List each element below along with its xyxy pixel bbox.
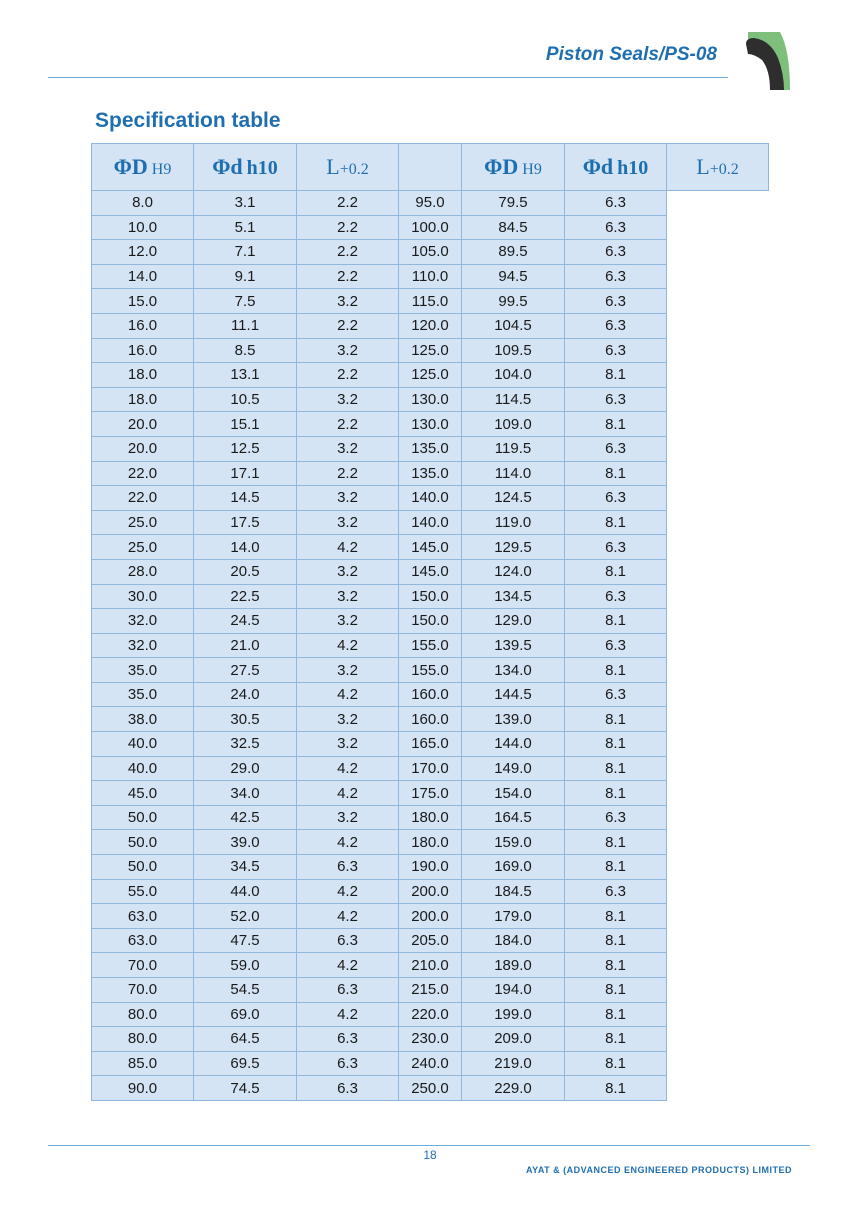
left-cell-inner-diameter: 42.5 — [194, 805, 297, 830]
right-cell-inner-diameter: 194.0 — [462, 978, 565, 1003]
right-cell-length: 8.1 — [565, 412, 667, 437]
left-cell-outer-diameter: 32.0 — [92, 609, 194, 634]
left-cell-inner-diameter: 54.5 — [194, 978, 297, 1003]
right-cell-outer-diameter: 130.0 — [399, 387, 462, 412]
right-cell-outer-diameter: 180.0 — [399, 830, 462, 855]
left-cell-inner-diameter: 34.0 — [194, 781, 297, 806]
table-row — [92, 510, 769, 535]
right-cell-inner-diameter: 199.0 — [462, 1002, 565, 1027]
right-cell-length: 8.1 — [565, 559, 667, 584]
left-cell-inner-diameter: 69.5 — [194, 1051, 297, 1076]
table-row — [92, 756, 769, 781]
right-cell-outer-diameter: 200.0 — [399, 904, 462, 929]
right-cell-length: 8.1 — [565, 756, 667, 781]
left-cell-length: 2.2 — [297, 461, 399, 486]
right-cell-length: 8.1 — [565, 953, 667, 978]
right-cell-inner-diameter: 94.5 — [462, 264, 565, 289]
left-cell-length: 3.2 — [297, 338, 399, 363]
right-cell-length: 6.3 — [565, 215, 667, 240]
table-row — [92, 412, 769, 437]
right-cell-outer-diameter: 220.0 — [399, 1002, 462, 1027]
right-cell-inner-diameter: 184.0 — [462, 928, 565, 953]
right-cell-length: 8.1 — [565, 707, 667, 732]
right-cell-outer-diameter: 135.0 — [399, 436, 462, 461]
seal-profile-icon — [740, 30, 792, 92]
right-cell-inner-diameter: 219.0 — [462, 1051, 565, 1076]
left-cell-length: 2.2 — [297, 264, 399, 289]
left-cell-length: 3.2 — [297, 486, 399, 511]
left-cell-length: 3.2 — [297, 707, 399, 732]
right-cell-length: 6.3 — [565, 633, 667, 658]
left-cell-outer-diameter: 55.0 — [92, 879, 194, 904]
right-cell-outer-diameter: 145.0 — [399, 559, 462, 584]
right-cell-outer-diameter: 135.0 — [399, 461, 462, 486]
right-cell-length: 6.3 — [565, 584, 667, 609]
page-header-title: Piston Seals/PS-08 — [545, 44, 717, 65]
left-cell-inner-diameter: 7.1 — [194, 240, 297, 265]
left-cell-inner-diameter: 29.0 — [194, 756, 297, 781]
table-row — [92, 658, 769, 683]
left-cell-inner-diameter: 24.5 — [194, 609, 297, 634]
left-cell-inner-diameter: 11.1 — [194, 313, 297, 338]
table-row — [92, 1076, 769, 1101]
table-row — [92, 781, 769, 806]
right-cell-length: 8.1 — [565, 1051, 667, 1076]
right-cell-length: 6.3 — [565, 289, 667, 314]
table-row — [92, 461, 769, 486]
table-row — [92, 633, 769, 658]
left-cell-outer-diameter: 25.0 — [92, 510, 194, 535]
table-row — [92, 732, 769, 757]
right-cell-outer-diameter: 95.0 — [399, 191, 462, 216]
table-row — [92, 928, 769, 953]
left-cell-inner-diameter: 69.0 — [194, 1002, 297, 1027]
header-divider — [48, 77, 728, 78]
right-cell-inner-diameter: 139.5 — [462, 633, 565, 658]
right-cell-outer-diameter: 150.0 — [399, 609, 462, 634]
right-cell-inner-diameter: 109.0 — [462, 412, 565, 437]
table-row — [92, 240, 769, 265]
right-cell-length: 8.1 — [565, 732, 667, 757]
left-cell-outer-diameter: 18.0 — [92, 387, 194, 412]
footer-divider — [48, 1145, 810, 1146]
right-cell-length: 8.1 — [565, 904, 667, 929]
left-cell-outer-diameter: 40.0 — [92, 756, 194, 781]
left-cell-inner-diameter: 8.5 — [194, 338, 297, 363]
right-cell-outer-diameter: 110.0 — [399, 264, 462, 289]
left-cell-inner-diameter: 27.5 — [194, 658, 297, 683]
right-cell-length: 6.3 — [565, 313, 667, 338]
right-cell-outer-diameter: 100.0 — [399, 215, 462, 240]
right-cell-outer-diameter: 215.0 — [399, 978, 462, 1003]
left-cell-length: 3.2 — [297, 289, 399, 314]
left-cell-outer-diameter: 85.0 — [92, 1051, 194, 1076]
left-cell-outer-diameter: 50.0 — [92, 805, 194, 830]
right-cell-length: 8.1 — [565, 830, 667, 855]
right-cell-length: 6.3 — [565, 240, 667, 265]
left-cell-length: 6.3 — [297, 1051, 399, 1076]
left-cell-length: 3.2 — [297, 436, 399, 461]
table-row — [92, 1051, 769, 1076]
table-row — [92, 363, 769, 388]
left-cell-outer-diameter: 80.0 — [92, 1027, 194, 1052]
left-cell-inner-diameter: 21.0 — [194, 633, 297, 658]
left-cell-outer-diameter: 63.0 — [92, 928, 194, 953]
left-cell-inner-diameter: 5.1 — [194, 215, 297, 240]
section-title: Specification table — [95, 109, 281, 132]
right-cell-length: 6.3 — [565, 264, 667, 289]
left-cell-inner-diameter: 20.5 — [194, 559, 297, 584]
table-row — [92, 682, 769, 707]
left-cell-length: 4.2 — [297, 756, 399, 781]
left-cell-outer-diameter: 22.0 — [92, 486, 194, 511]
right-cell-outer-diameter: 140.0 — [399, 510, 462, 535]
left-cell-outer-diameter: 16.0 — [92, 338, 194, 363]
left-cell-inner-diameter: 17.5 — [194, 510, 297, 535]
table-row — [92, 953, 769, 978]
right-cell-inner-diameter: 99.5 — [462, 289, 565, 314]
right-cell-outer-diameter: 155.0 — [399, 658, 462, 683]
table-row — [92, 191, 769, 216]
left-cell-length: 3.2 — [297, 658, 399, 683]
left-cell-outer-diameter: 38.0 — [92, 707, 194, 732]
right-cell-inner-diameter: 144.0 — [462, 732, 565, 757]
left-cell-outer-diameter: 28.0 — [92, 559, 194, 584]
left-cell-outer-diameter: 14.0 — [92, 264, 194, 289]
right-cell-outer-diameter: 155.0 — [399, 633, 462, 658]
left-cell-outer-diameter: 80.0 — [92, 1002, 194, 1027]
left-cell-length: 4.2 — [297, 781, 399, 806]
right-cell-inner-diameter: 154.0 — [462, 781, 565, 806]
left-cell-length: 4.2 — [297, 904, 399, 929]
table-header-row — [92, 144, 769, 191]
left-cell-length: 4.2 — [297, 535, 399, 560]
right-cell-outer-diameter: 150.0 — [399, 584, 462, 609]
right-cell-length: 8.1 — [565, 461, 667, 486]
right-cell-length: 6.3 — [565, 338, 667, 363]
left-cell-length: 2.2 — [297, 215, 399, 240]
left-cell-inner-diameter: 7.5 — [194, 289, 297, 314]
left-cell-length: 4.2 — [297, 633, 399, 658]
left-cell-outer-diameter: 35.0 — [92, 658, 194, 683]
left-cell-inner-diameter: 3.1 — [194, 191, 297, 216]
left-cell-length: 2.2 — [297, 191, 399, 216]
table-row — [92, 904, 769, 929]
left-cell-length: 3.2 — [297, 732, 399, 757]
right-cell-length: 8.1 — [565, 363, 667, 388]
left-cell-length: 3.2 — [297, 559, 399, 584]
right-cell-length: 6.3 — [565, 191, 667, 216]
table-row — [92, 559, 769, 584]
right-cell-inner-diameter: 89.5 — [462, 240, 565, 265]
right-cell-inner-diameter: 134.0 — [462, 658, 565, 683]
left-cell-length: 4.2 — [297, 953, 399, 978]
right-cell-length: 6.3 — [565, 535, 667, 560]
right-cell-length: 6.3 — [565, 387, 667, 412]
left-cell-inner-diameter: 59.0 — [194, 953, 297, 978]
header-cell-inner-diameter: Φd h10 — [565, 144, 667, 191]
left-cell-outer-diameter: 22.0 — [92, 461, 194, 486]
left-cell-length: 6.3 — [297, 855, 399, 880]
left-cell-outer-diameter: 35.0 — [92, 682, 194, 707]
left-cell-length: 3.2 — [297, 510, 399, 535]
right-cell-inner-diameter: 114.0 — [462, 461, 565, 486]
header-cell-outer-diameter: ΦD H9 — [462, 144, 565, 191]
table-row — [92, 264, 769, 289]
left-cell-inner-diameter: 52.0 — [194, 904, 297, 929]
right-cell-inner-diameter: 109.5 — [462, 338, 565, 363]
left-cell-length: 4.2 — [297, 1002, 399, 1027]
left-cell-length: 2.2 — [297, 240, 399, 265]
right-cell-inner-diameter: 129.0 — [462, 609, 565, 634]
header-cell-length: L+0.2 — [667, 144, 769, 191]
left-cell-length: 4.2 — [297, 830, 399, 855]
left-cell-outer-diameter: 16.0 — [92, 313, 194, 338]
left-cell-length: 2.2 — [297, 313, 399, 338]
table-row — [92, 289, 769, 314]
right-cell-inner-diameter: 134.5 — [462, 584, 565, 609]
left-cell-outer-diameter: 25.0 — [92, 535, 194, 560]
left-cell-length: 6.3 — [297, 928, 399, 953]
left-cell-outer-diameter: 10.0 — [92, 215, 194, 240]
table-row — [92, 707, 769, 732]
left-cell-length: 2.2 — [297, 363, 399, 388]
left-cell-inner-diameter: 32.5 — [194, 732, 297, 757]
right-cell-inner-diameter: 159.0 — [462, 830, 565, 855]
right-cell-inner-diameter: 104.0 — [462, 363, 565, 388]
right-cell-inner-diameter: 79.5 — [462, 191, 565, 216]
left-cell-inner-diameter: 47.5 — [194, 928, 297, 953]
right-cell-inner-diameter: 114.5 — [462, 387, 565, 412]
table-row — [92, 338, 769, 363]
right-cell-length: 8.1 — [565, 510, 667, 535]
left-cell-length: 6.3 — [297, 1027, 399, 1052]
left-cell-outer-diameter: 70.0 — [92, 953, 194, 978]
table-row — [92, 387, 769, 412]
right-cell-length: 8.1 — [565, 658, 667, 683]
right-cell-length: 6.3 — [565, 682, 667, 707]
right-cell-outer-diameter: 115.0 — [399, 289, 462, 314]
left-cell-length: 2.2 — [297, 412, 399, 437]
right-cell-inner-diameter: 209.0 — [462, 1027, 565, 1052]
right-cell-length: 8.1 — [565, 928, 667, 953]
right-cell-length: 8.1 — [565, 1002, 667, 1027]
header-cell-inner-diameter: Φd h10 — [194, 144, 297, 191]
left-cell-inner-diameter: 10.5 — [194, 387, 297, 412]
right-cell-inner-diameter: 124.0 — [462, 559, 565, 584]
right-cell-outer-diameter: 140.0 — [399, 486, 462, 511]
left-cell-inner-diameter: 30.5 — [194, 707, 297, 732]
table-row — [92, 535, 769, 560]
right-cell-length: 8.1 — [565, 855, 667, 880]
left-cell-length: 4.2 — [297, 879, 399, 904]
right-cell-length: 6.3 — [565, 436, 667, 461]
left-cell-inner-diameter: 34.5 — [194, 855, 297, 880]
left-cell-outer-diameter: 45.0 — [92, 781, 194, 806]
right-cell-inner-diameter: 169.0 — [462, 855, 565, 880]
left-cell-length: 6.3 — [297, 1076, 399, 1101]
table-row — [92, 584, 769, 609]
right-cell-outer-diameter: 175.0 — [399, 781, 462, 806]
right-cell-outer-diameter: 160.0 — [399, 707, 462, 732]
right-cell-length: 8.1 — [565, 1027, 667, 1052]
page-number: 18 — [423, 1148, 437, 1162]
right-cell-inner-diameter: 149.0 — [462, 756, 565, 781]
left-cell-length: 3.2 — [297, 584, 399, 609]
right-cell-inner-diameter: 164.5 — [462, 805, 565, 830]
left-cell-outer-diameter: 12.0 — [92, 240, 194, 265]
table-row — [92, 436, 769, 461]
right-cell-outer-diameter: 130.0 — [399, 412, 462, 437]
left-cell-inner-diameter: 39.0 — [194, 830, 297, 855]
right-cell-outer-diameter: 160.0 — [399, 682, 462, 707]
specification-table — [91, 143, 769, 1101]
left-cell-outer-diameter: 8.0 — [92, 191, 194, 216]
left-cell-inner-diameter: 17.1 — [194, 461, 297, 486]
left-cell-outer-diameter: 20.0 — [92, 412, 194, 437]
left-cell-outer-diameter: 32.0 — [92, 633, 194, 658]
left-cell-length: 3.2 — [297, 805, 399, 830]
right-cell-length: 8.1 — [565, 1076, 667, 1101]
table-row — [92, 486, 769, 511]
left-cell-outer-diameter: 15.0 — [92, 289, 194, 314]
table-row — [92, 313, 769, 338]
header-cell-length: L+0.2 — [297, 144, 399, 191]
left-cell-outer-diameter: 63.0 — [92, 904, 194, 929]
right-cell-inner-diameter: 139.0 — [462, 707, 565, 732]
right-cell-length: 8.1 — [565, 781, 667, 806]
table-row — [92, 1027, 769, 1052]
left-cell-inner-diameter: 15.1 — [194, 412, 297, 437]
left-cell-inner-diameter: 24.0 — [194, 682, 297, 707]
left-cell-inner-diameter: 9.1 — [194, 264, 297, 289]
left-cell-outer-diameter: 20.0 — [92, 436, 194, 461]
table-row — [92, 855, 769, 880]
right-cell-inner-diameter: 179.0 — [462, 904, 565, 929]
right-cell-outer-diameter: 125.0 — [399, 363, 462, 388]
left-cell-length: 3.2 — [297, 387, 399, 412]
left-cell-inner-diameter: 74.5 — [194, 1076, 297, 1101]
left-cell-length: 4.2 — [297, 682, 399, 707]
right-cell-inner-diameter: 119.5 — [462, 436, 565, 461]
right-cell-outer-diameter: 250.0 — [399, 1076, 462, 1101]
left-cell-inner-diameter: 64.5 — [194, 1027, 297, 1052]
left-cell-outer-diameter: 40.0 — [92, 732, 194, 757]
right-cell-inner-diameter: 189.0 — [462, 953, 565, 978]
right-cell-outer-diameter: 125.0 — [399, 338, 462, 363]
left-cell-outer-diameter: 70.0 — [92, 978, 194, 1003]
right-cell-inner-diameter: 129.5 — [462, 535, 565, 560]
left-cell-outer-diameter: 18.0 — [92, 363, 194, 388]
right-cell-inner-diameter: 184.5 — [462, 879, 565, 904]
table-row — [92, 805, 769, 830]
right-cell-inner-diameter: 229.0 — [462, 1076, 565, 1101]
table-row — [92, 978, 769, 1003]
left-cell-length: 6.3 — [297, 978, 399, 1003]
table-row — [92, 215, 769, 240]
table-row — [92, 609, 769, 634]
table-row — [92, 879, 769, 904]
left-cell-outer-diameter: 50.0 — [92, 855, 194, 880]
right-cell-outer-diameter: 120.0 — [399, 313, 462, 338]
right-cell-outer-diameter: 105.0 — [399, 240, 462, 265]
right-cell-inner-diameter: 144.5 — [462, 682, 565, 707]
company-name: AYAT & (ADVANCED ENGINEERED PRODUCTS) LIMITED — [525, 1165, 792, 1175]
left-cell-length: 3.2 — [297, 609, 399, 634]
right-cell-outer-diameter: 205.0 — [399, 928, 462, 953]
right-cell-length: 6.3 — [565, 805, 667, 830]
left-cell-inner-diameter: 12.5 — [194, 436, 297, 461]
right-cell-length: 8.1 — [565, 609, 667, 634]
table-column-gap — [399, 144, 462, 191]
right-cell-outer-diameter: 170.0 — [399, 756, 462, 781]
right-cell-outer-diameter: 180.0 — [399, 805, 462, 830]
left-cell-inner-diameter: 14.0 — [194, 535, 297, 560]
right-cell-length: 8.1 — [565, 978, 667, 1003]
right-cell-outer-diameter: 165.0 — [399, 732, 462, 757]
left-cell-inner-diameter: 14.5 — [194, 486, 297, 511]
left-cell-inner-diameter: 13.1 — [194, 363, 297, 388]
left-cell-outer-diameter: 30.0 — [92, 584, 194, 609]
right-cell-outer-diameter: 200.0 — [399, 879, 462, 904]
right-cell-inner-diameter: 104.5 — [462, 313, 565, 338]
right-cell-outer-diameter: 145.0 — [399, 535, 462, 560]
right-cell-length: 6.3 — [565, 879, 667, 904]
table-row — [92, 1002, 769, 1027]
right-cell-inner-diameter: 124.5 — [462, 486, 565, 511]
header-cell-outer-diameter: ΦD H9 — [92, 144, 194, 191]
right-cell-length: 6.3 — [565, 486, 667, 511]
left-cell-inner-diameter: 44.0 — [194, 879, 297, 904]
right-cell-outer-diameter: 190.0 — [399, 855, 462, 880]
table-row — [92, 830, 769, 855]
right-cell-outer-diameter: 230.0 — [399, 1027, 462, 1052]
left-cell-outer-diameter: 90.0 — [92, 1076, 194, 1101]
left-cell-inner-diameter: 22.5 — [194, 584, 297, 609]
right-cell-inner-diameter: 119.0 — [462, 510, 565, 535]
right-cell-outer-diameter: 210.0 — [399, 953, 462, 978]
left-cell-outer-diameter: 50.0 — [92, 830, 194, 855]
right-cell-outer-diameter: 240.0 — [399, 1051, 462, 1076]
right-cell-inner-diameter: 84.5 — [462, 215, 565, 240]
